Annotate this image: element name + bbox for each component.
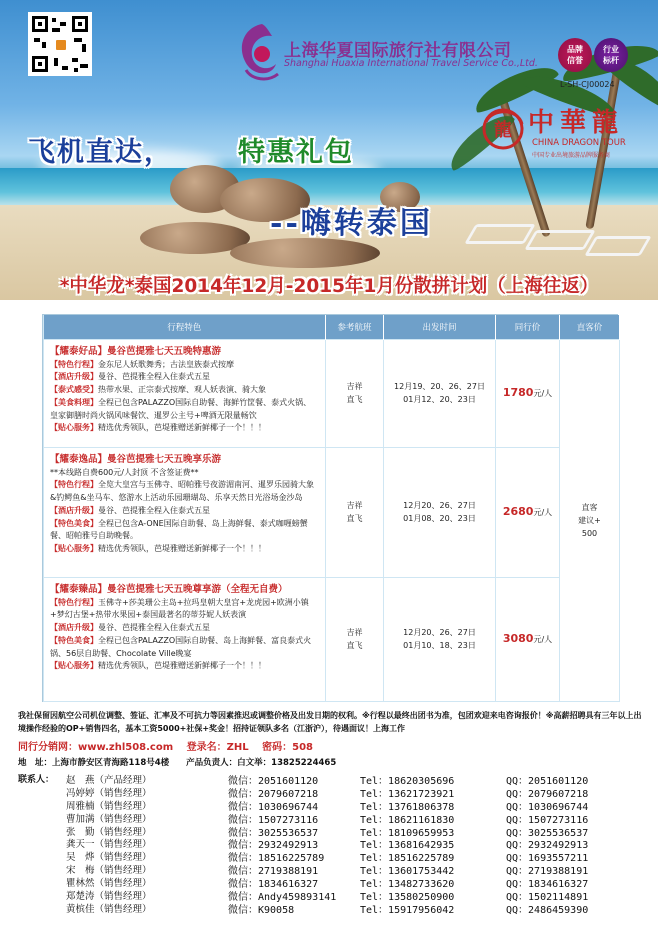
company-name-en: Shanghai Huaxia International Travel Service Co.,Ltd.	[284, 58, 538, 69]
tour-table	[42, 314, 618, 702]
dates-cell: 12月20、26、27日 01月10、18、23日	[384, 577, 496, 701]
header-flight: 参考航班	[326, 315, 384, 339]
tour-title: 【耀泰臻品】曼谷芭提雅七天五晚尊享游（全程无自费）	[50, 583, 288, 595]
footer	[0, 704, 658, 930]
contact-row: 黄槟佳（销售经理） 微信：K90058 Tel：15917956042 QQ：2486459390	[66, 903, 589, 916]
price-cell: 1780元/人	[496, 339, 560, 447]
license-code: L-SH-CJ00024	[560, 80, 615, 89]
contacts-list	[18, 772, 648, 914]
table-row	[44, 447, 620, 577]
china-dragon-title: 中華龍	[528, 108, 625, 138]
terms-note: 我社保留因航空公司机位调整、签证、汇率及不可抗力等因素推迟或调整价格及出发日期的权利。※行程以最终出团书为准，包团欢迎来电咨询报价！※高薪招聘具有三年以上出境操作经验的OP+销售四名，基本工资5000+社保+奖金！招持证领队多名（江浙沪），待遇面议！上海工作	[18, 711, 642, 733]
price-cell: 3080元/人	[496, 577, 560, 701]
contact-row: 冯婷婷（销售经理） 微信：2079607218 Tel：13621723921 QQ：2079607218	[66, 787, 589, 800]
dates-cell: 12月19、20、26、27日 01月12、20、23日	[384, 339, 496, 447]
tour-description: 【耀泰好品】曼谷芭提雅七天五晚特惠游 【特色行程】金东尼人妖歌舞秀；古法皇族泰式按摩 【酒店升级】曼谷、芭提雅全程入住泰式五星 【泰式感受】热带水果、正宗泰式按摩、观人妖表演、骑大象 【美食料理】全程已包含PALAZZO国际自助餐、海鲜竹筐餐、泰式火锅、皇家御膳时尚火锅风味餐饮、暹罗公主号+啤酒无限量畅饮 【贴心服务】精选优秀领队，芭堤雅赠送新鲜椰子一个！！！	[44, 339, 326, 447]
tour-description: 【耀泰逸品】曼谷芭提雅七天五晚享乐游 **本线路自费600元/人封顶 不含签证费** 【特色行程】全览大皇宫与玉佛寺、昭帕雅号夜游湄南河、暹罗乐园骑大象&钓鳄鱼&坐马车、悠游水上活动乐园珊瑚岛、乐享天然日光浴场金沙岛 【酒店升级】曼谷、芭提雅全程入住泰式五星 【特色美食】全程已包含A-ONE国际自助餐、岛上海鲜餐、泰式咖喱螃蟹餐、昭帕雅号自助晚餐。 【贴心服务】精选优秀领队，芭堤雅赠送新鲜椰子一个！！！	[44, 447, 326, 577]
contact-row: 瞿林然（销售经理） 微信：1834616327 Tel：13482733620 QQ：1834616327	[66, 878, 589, 891]
slogan-direct-flight: 飞机直达，	[28, 137, 173, 168]
tour-title: 【耀泰好品】曼谷芭提雅七天五晚特惠游	[50, 345, 222, 357]
flight-cell: 吉祥 直飞	[326, 339, 384, 447]
industry-benchmark-badge: 行业 标杆	[594, 38, 628, 72]
direct-price-cell: 直客 建议+ 500	[560, 339, 620, 701]
slogan-gift-pack: 特惠礼包	[238, 137, 354, 168]
table-row	[44, 339, 620, 447]
company-name: 上海华夏国际旅行社有限公司	[284, 41, 512, 61]
flight-cell: 吉祥 直飞	[326, 577, 384, 701]
contact-row: 曹加满（销售经理） 微信：1507273116 Tel：18621161830 QQ：1507273116	[66, 813, 589, 826]
header-peer-price: 同行价	[496, 315, 560, 339]
page-headline: *中华龙*泰国2014年12月-2015年1月份散拼计划（上海往返）	[59, 276, 599, 297]
flight-cell: 吉祥 直飞	[326, 447, 384, 577]
tour-description: 【耀泰臻品】曼谷芭提雅七天五晚尊享游（全程无自费） 【特色行程】玉佛寺+莎美珊公主岛+拉玛皇朝大皇宫+龙虎园+欧洲小镇+梦幻古堡+热带水果园+泰国最著名的蒂芬妮人妖表演 【酒店升级】曼谷、芭提雅全程入住泰式五星 【特色美食】全程已包含PALAZZO国际自助餐、岛上海鲜餐、富良泰式火锅、56层自助餐、Chocolate Ville晚宴 【贴心服务】精选优秀领队，芭堤雅赠送新鲜椰子一个！！！	[44, 577, 326, 701]
contact-row: 周雅楠（销售经理） 微信：1030696744 Tel：13761806378 QQ：1030696744	[66, 800, 589, 813]
contact-row: 宋 梅（销售经理） 微信：2719388191 Tel：13601753442 QQ：2719388191	[66, 865, 589, 878]
contact-row: 张 勤（销售经理） 微信：3025536537 Tel：18109659953 QQ：3025536537	[66, 826, 589, 839]
qr-code[interactable]	[28, 12, 92, 76]
brand-credit-badge: 品牌 信誉	[558, 38, 592, 72]
contact-row: 吴 烨（销售经理） 微信：18516225789 Tel：18516225789 QQ：1693557211	[66, 852, 589, 865]
contact-row: 联系人： 赵 燕（产品经理） 微信：2051601120 Tel：18620305696 QQ：2051601120	[18, 775, 589, 787]
huaxia-logo-icon	[232, 20, 282, 82]
contact-row: 郑楚涛（销售经理） 微信：Andy459893141 Tel：13580250900 QQ：1502114891	[66, 891, 589, 904]
peer-distribution: 同行分销网：www.zhl508.com 登录名：ZHL 密码：508	[18, 742, 313, 753]
svg-text:龍: 龍	[494, 120, 512, 141]
hero-banner	[0, 0, 658, 300]
peer-site-link[interactable]: www.zhl508.com	[78, 742, 174, 753]
price-cell: 2680元/人	[496, 447, 560, 577]
contact-row: 龚天一（销售经理） 微信：2932492913 Tel：13681642935 QQ：2932492913	[66, 839, 589, 852]
header-departure: 出发时间	[384, 315, 496, 339]
table-row	[44, 577, 620, 701]
china-dragon-en: CHINA DRAGON TOUR	[532, 138, 626, 148]
china-dragon-subtitle: 中国专业出境旅游品牌服务商	[532, 152, 611, 159]
address-line: 地 址：上海市静安区青海路118号4楼 产品负责人：白文举：13825224465	[18, 758, 337, 768]
dates-cell: 12月20、26、27日 01月08、20、23日	[384, 447, 496, 577]
slogan-thailand: --嗨转泰国	[270, 206, 433, 241]
header-direct-price: 直客价	[560, 315, 620, 339]
tour-title: 【耀泰逸品】曼谷芭提雅七天五晚享乐游	[50, 453, 222, 465]
header-itinerary: 行程特色	[44, 315, 326, 339]
china-dragon-logo-icon	[478, 104, 528, 154]
